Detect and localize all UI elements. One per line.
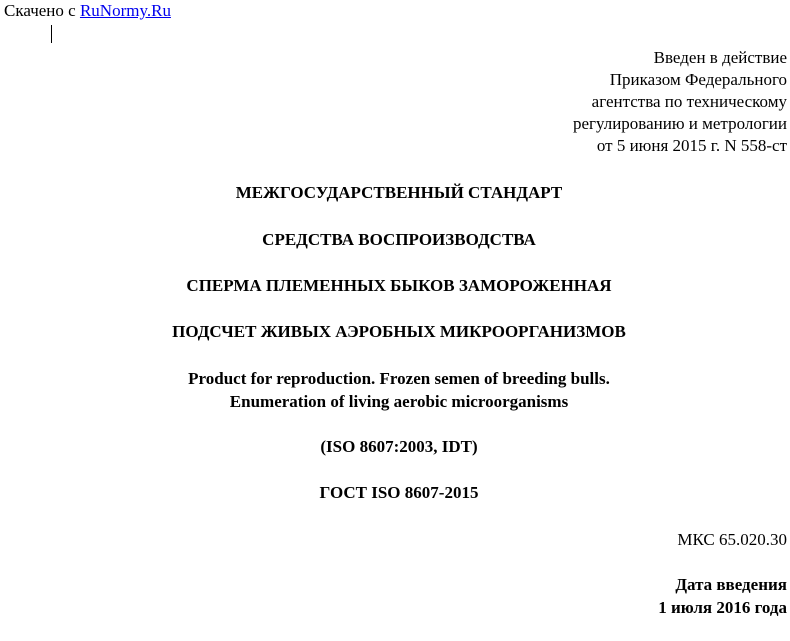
group-heading: СРЕДСТВА ВОСПРОИЗВОДСТВА xyxy=(262,230,536,249)
effective-date-value: 1 июля 2016 года xyxy=(658,598,787,617)
adoption-line: агентства по техническому xyxy=(591,92,787,111)
source-prefix: Скачено с xyxy=(4,1,76,20)
adoption-line: регулированию и метрологии xyxy=(572,114,787,133)
subject-heading: СПЕРМА ПЛЕМЕННЫХ БЫКОВ ЗАМОРОЖЕННАЯ xyxy=(186,276,612,295)
gost-designation: ГОСТ ISO 8607-2015 xyxy=(319,483,479,502)
text-cursor xyxy=(51,25,52,43)
adoption-notice xyxy=(387,47,787,157)
method-heading: ПОДСЧЕТ ЖИВЫХ АЭРОБНЫХ МИКРООРГАНИЗМОВ xyxy=(172,322,626,341)
iso-reference: (ISO 8607:2003, IDT) xyxy=(320,437,478,456)
effective-date-label: Дата введения xyxy=(675,575,787,594)
source-line xyxy=(4,1,171,21)
standard-type-heading: МЕЖГОСУДАРСТВЕННЫЙ СТАНДАРТ xyxy=(235,183,563,202)
adoption-line: Введен в действие xyxy=(653,48,787,67)
english-title-line-2: Enumeration of living aerobic microorganisms xyxy=(229,392,569,411)
english-title-line-1: Product for reproduction. Frozen semen of breeding bulls. xyxy=(188,369,610,388)
adoption-line: от 5 июня 2015 г. N 558-ст xyxy=(596,136,787,155)
adoption-line: Приказом Федерального xyxy=(609,70,787,89)
mks-code: МКС 65.020.30 xyxy=(677,530,787,549)
runormy-link[interactable]: RuNormy.Ru xyxy=(79,1,171,20)
